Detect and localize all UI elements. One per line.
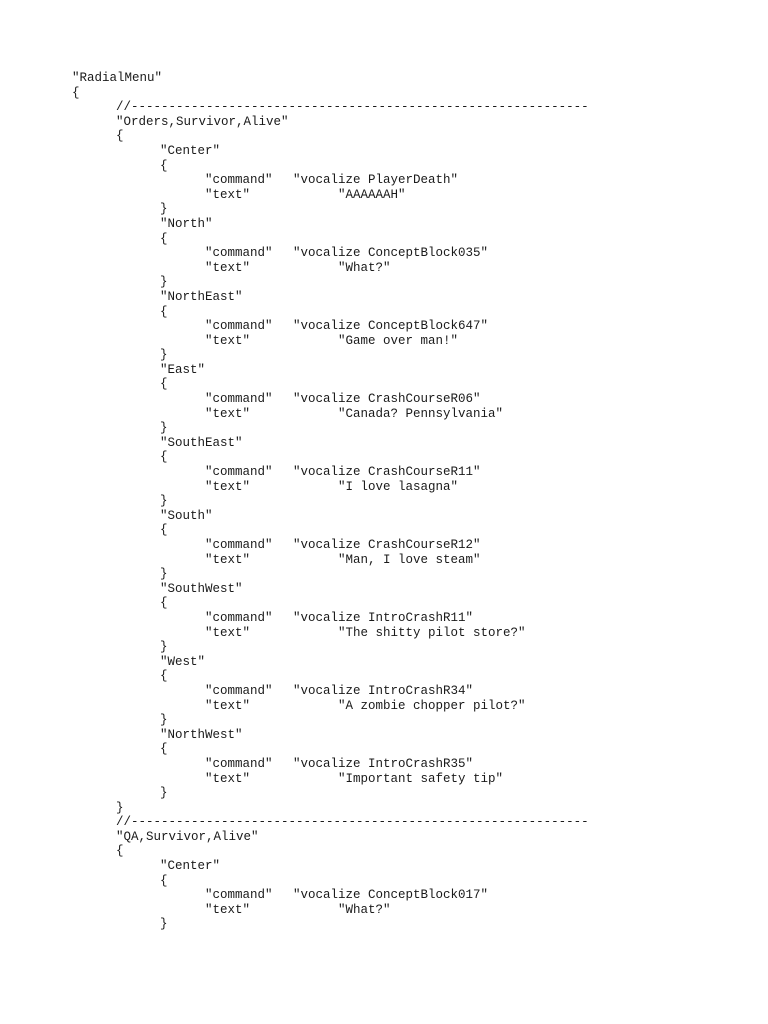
entry-close-brace: } [160,567,168,582]
command-key: "command" [205,888,273,903]
text-row [72,334,752,349]
command-key: "command" [205,610,273,625]
entry-name: "South" [160,508,213,523]
command-key: "command" [205,392,273,407]
entry-open-brace: { [160,669,168,684]
command-row [72,611,752,626]
section-separator: //------------------------------------------------------------- [116,815,589,830]
text-key: "text" [205,902,251,917]
section-close-brace: } [116,800,124,815]
section-separator: //------------------------------------------------------------- [116,100,589,115]
text-row [72,553,752,568]
entry-name: "NorthWest" [160,727,243,742]
entry-name: "SouthWest" [160,581,243,596]
entry-open-brace: { [160,873,168,888]
text-row [72,188,752,203]
entry-open-brace: { [160,596,168,611]
text-value: "What?" [338,902,391,917]
command-key: "command" [205,246,273,261]
command-value: "vocalize IntroCrashR34" [293,683,474,698]
command-value: "vocalize CrashCourseR12" [293,538,481,552]
entry-name: "NorthEast" [160,289,243,304]
text-key: "text" [205,260,251,275]
entry-open-brace: { [160,742,168,757]
command-row [72,684,752,699]
command-value: "vocalize ConceptBlock017" [293,888,489,903]
entry-close-brace: } [160,713,168,728]
command-row [72,757,752,772]
root-open-brace: { [72,85,80,100]
text-value: "Game over man!" [338,333,459,348]
entry-open-brace: { [160,450,168,465]
text-value: "A zombie chopper pilot?" [338,698,526,713]
section-name: "QA,Survivor,Alive" [116,829,259,844]
text-row [72,699,752,714]
text-value: "Man, I love steam" [338,552,481,567]
text-value: "The shitty pilot store?" [338,625,526,640]
section-open-brace: { [116,129,124,144]
entry-open-brace: { [160,377,168,392]
entry-close-brace: } [160,917,168,932]
command-key: "command" [205,683,273,698]
command-value: "vocalize CrashCourseR11" [293,465,481,480]
command-row [72,465,752,480]
section-name: "Orders,Survivor,Alive" [116,114,289,129]
text-key: "text" [205,771,251,786]
command-row [72,392,752,407]
text-row [72,407,752,422]
entry-open-brace: { [160,231,168,246]
command-key: "command" [205,756,273,771]
command-value: "vocalize IntroCrashR35" [293,756,474,771]
entry-close-brace: } [160,348,168,363]
entry-open-brace: { [160,158,168,173]
entry-name: "West" [160,654,206,669]
text-key: "text" [205,552,251,567]
config-document [72,71,752,932]
text-key: "text" [205,333,251,348]
command-row [72,888,752,903]
entry-close-brace: } [160,275,168,290]
text-row [72,772,752,787]
command-value: "vocalize ConceptBlock647" [293,319,489,334]
root-name: "RadialMenu" [72,71,163,85]
command-value: "vocalize IntroCrashR11" [293,610,474,625]
command-row [72,246,752,261]
text-key: "text" [205,698,251,713]
command-value: "vocalize CrashCourseR06" [293,392,481,407]
command-key: "command" [205,465,273,480]
text-key: "text" [205,406,251,421]
entry-close-brace: } [160,421,168,436]
text-key: "text" [205,187,251,202]
text-value: "Important safety tip" [338,771,504,786]
entry-name: "East" [160,362,206,377]
entry-name: "Center" [160,143,221,158]
text-row [72,261,752,276]
text-value: "What?" [338,260,391,275]
entry-close-brace: } [160,640,168,655]
command-row [72,173,752,188]
text-row [72,626,752,641]
entry-close-brace: } [160,202,168,217]
command-row [72,319,752,334]
entry-open-brace: { [160,523,168,538]
text-key: "text" [205,625,251,640]
text-value: "AAAAAAH" [338,187,406,202]
text-value: "Canada? Pennsylvania" [338,406,504,421]
command-key: "command" [205,319,273,334]
text-key: "text" [205,479,251,494]
command-value: "vocalize PlayerDeath" [293,173,459,188]
entry-name: "North" [160,216,213,231]
entry-close-brace: } [160,494,168,509]
command-row [72,538,752,553]
command-key: "command" [205,538,273,552]
entry-name: "SouthEast" [160,435,243,450]
text-row [72,903,752,918]
command-value: "vocalize ConceptBlock035" [293,246,489,261]
entry-open-brace: { [160,304,168,319]
section-open-brace: { [116,844,124,859]
text-row [72,480,752,495]
command-key: "command" [205,173,273,188]
entry-close-brace: } [160,786,168,801]
entry-name: "Center" [160,859,221,874]
text-value: "I love lasagna" [338,479,459,494]
